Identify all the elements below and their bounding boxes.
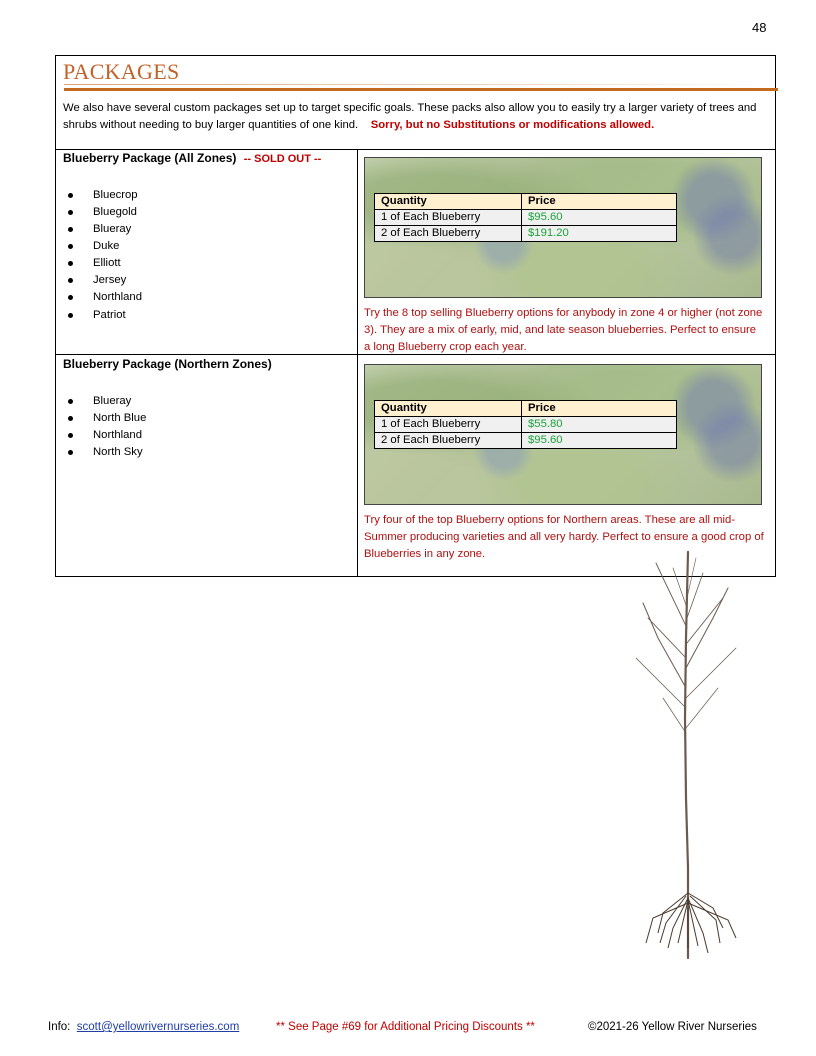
- table-row: [375, 433, 677, 449]
- list-item: Blueray: [63, 221, 142, 238]
- email-link[interactable]: scott@yellowrivernurseries.com: [76, 1021, 240, 1033]
- title-rule-thin: [64, 84, 764, 85]
- package-northern-zones: [63, 357, 353, 458]
- intro-text: We also have several custom packages set up to target specific goals. These packs also allow you to easily try a larger variety of trees and shrubs without needing to buy larger quantities of one kind.: [63, 102, 757, 131]
- price-cell: $191.20: [522, 226, 677, 242]
- section-title: PACKAGES: [63, 59, 180, 84]
- quantity-cell: 2 of Each Blueberry: [375, 433, 522, 449]
- list-item: Bluegold: [63, 204, 142, 221]
- variety-list: [63, 393, 146, 461]
- page-number: 48: [752, 20, 767, 35]
- variety-list: [63, 187, 142, 324]
- package-name: [63, 357, 353, 371]
- list-item: Bluecrop: [63, 187, 142, 204]
- package-all-zones: [63, 151, 353, 321]
- quantity-header: Quantity: [375, 194, 522, 210]
- sold-out-badge: -- SOLD OUT --: [243, 153, 322, 165]
- intro-paragraph: [63, 100, 763, 134]
- list-item: Blueray: [63, 393, 146, 410]
- price-cell: $95.60: [522, 210, 677, 226]
- title-rule-thick: [64, 88, 778, 91]
- list-item: Jersey: [63, 272, 142, 289]
- quantity-cell: 1 of Each Blueberry: [375, 417, 522, 433]
- info-label: Info:: [48, 1021, 71, 1033]
- footer-info: [48, 1021, 239, 1033]
- price-table: [374, 193, 677, 242]
- column-divider: [357, 149, 358, 576]
- sapling-illustration: [628, 548, 748, 960]
- quantity-header: Quantity: [375, 401, 522, 417]
- price-table: [374, 400, 677, 449]
- list-item: Duke: [63, 238, 142, 255]
- quantity-cell: 1 of Each Blueberry: [375, 210, 522, 226]
- discount-note: ** See Page #69 for Additional Pricing Discounts **: [276, 1021, 535, 1033]
- list-item: Patriot: [63, 307, 142, 324]
- copyright: ©2021-26 Yellow River Nurseries: [588, 1021, 757, 1033]
- table-row: [375, 226, 677, 242]
- packages-table: [55, 55, 776, 577]
- package-name: [63, 151, 353, 165]
- quantity-cell: 2 of Each Blueberry: [375, 226, 522, 242]
- price-cell: $55.80: [522, 417, 677, 433]
- blueberry-photo: [364, 157, 762, 298]
- package-name-text: Blueberry Package (Northern Zones): [63, 357, 272, 371]
- price-header: Price: [522, 194, 677, 210]
- packages-header: [56, 56, 775, 150]
- table-row: [375, 417, 677, 433]
- table-row: [375, 210, 677, 226]
- list-item: North Blue: [63, 410, 146, 427]
- package-description: Try four of the top Blueberry options for Northern areas. These are all mid-Summer producing varieties and all very hardy. Perfect to ensure a good crop of Blueberries in any zone.: [364, 514, 764, 560]
- package-description: Try the 8 top selling Blueberry options for anybody in zone 4 or higher (not zone 3). They are a mix of early, mid, and late season blueberries. Perfect to ensure a long Blueberry crop each year.: [364, 307, 763, 353]
- list-item: Elliott: [63, 255, 142, 272]
- price-header: Price: [522, 401, 677, 417]
- list-item: Northland: [63, 427, 146, 444]
- blueberry-photo: [364, 364, 762, 505]
- no-substitutions-warning: Sorry, but no Substitutions or modifications allowed.: [370, 119, 655, 131]
- list-item: Northland: [63, 289, 142, 306]
- package-name-text: Blueberry Package (All Zones): [63, 151, 237, 165]
- list-item: North Sky: [63, 444, 146, 461]
- price-cell: $95.60: [522, 433, 677, 449]
